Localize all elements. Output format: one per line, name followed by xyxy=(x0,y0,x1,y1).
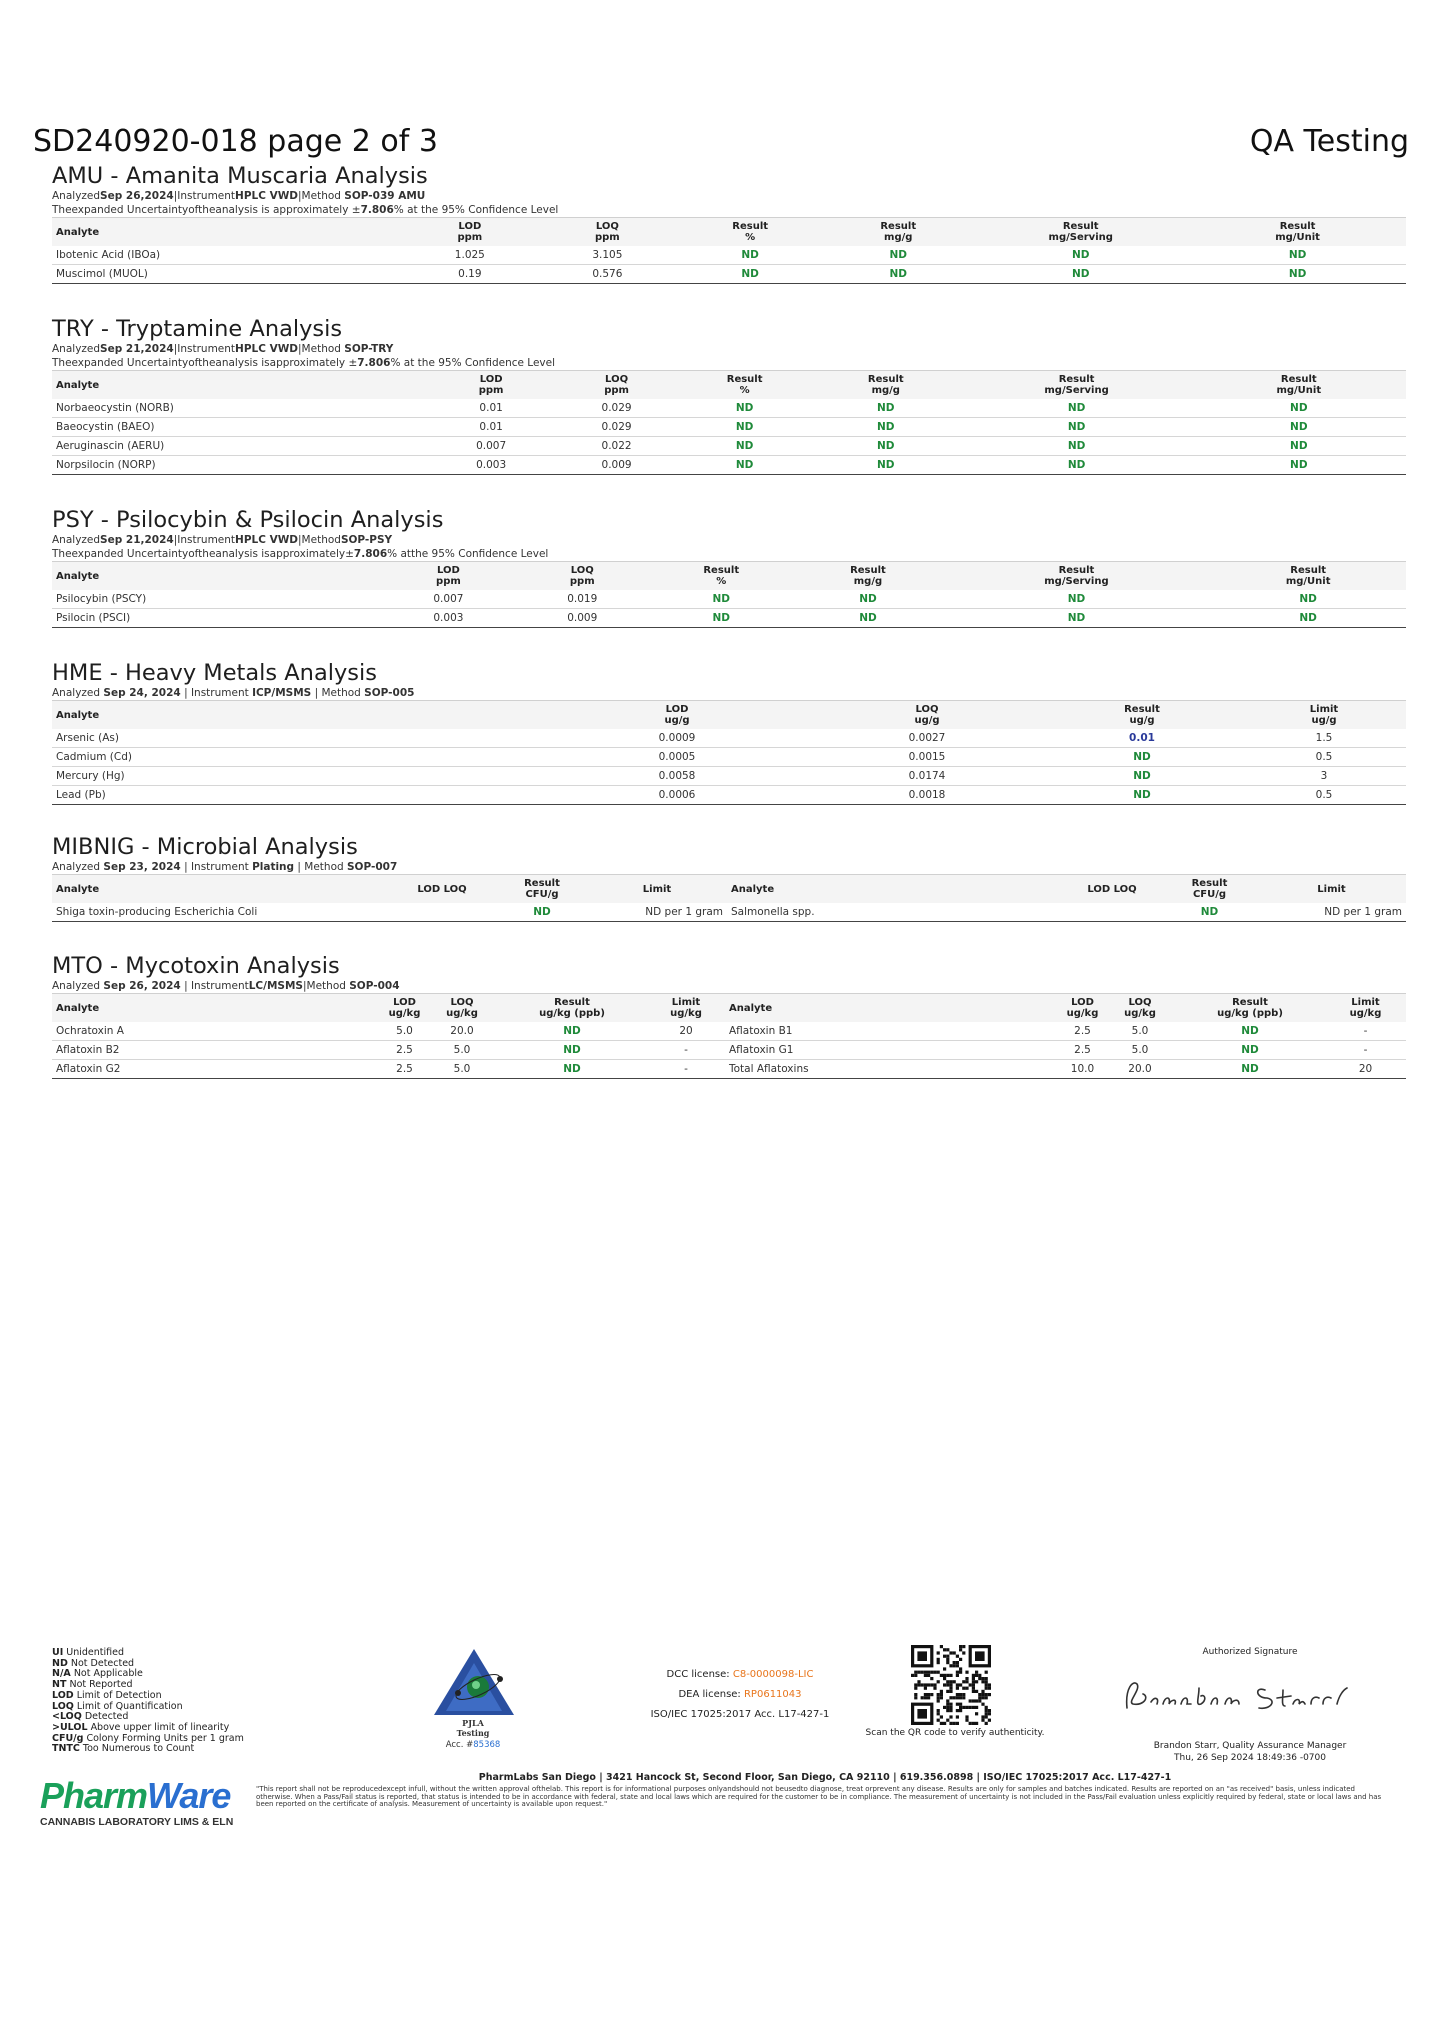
legend-item: TNTC Too Numerous to Count xyxy=(52,1743,195,1755)
table-cell: 5.0 xyxy=(1105,1041,1175,1060)
qr-code[interactable] xyxy=(911,1645,991,1725)
table-cell: ND xyxy=(793,609,942,628)
table-row xyxy=(52,246,1406,265)
legend-item: >ULOL Above upper limit of linearity xyxy=(52,1721,230,1733)
column-header: Analyte xyxy=(56,379,100,391)
table-cell: Total Aflatoxins xyxy=(725,1060,1060,1079)
table-cell: ND xyxy=(1210,590,1406,609)
table-row xyxy=(52,399,1406,418)
table-cell: Mercury (Hg) xyxy=(52,767,542,786)
table-row xyxy=(52,767,1406,786)
column-header: LOQ ppm xyxy=(569,565,595,587)
section-meta-uncertainty: Theexpanded Uncertaintyoftheanalysis is approximately ±7.806% at the 95% Confidence Level xyxy=(52,204,559,216)
column-header: Result ug/kg (ppb) xyxy=(1217,997,1283,1019)
column-header: Result mg/Unit xyxy=(1285,565,1331,587)
try-table xyxy=(52,370,1406,475)
table-cell: 10.0 xyxy=(1060,1060,1105,1079)
column-header: Analyte xyxy=(56,709,100,721)
table-cell: ND xyxy=(1192,437,1406,456)
column-header: Result mg/g xyxy=(850,565,886,587)
column-header: Limit ug/kg xyxy=(1349,997,1382,1019)
table-row xyxy=(52,748,1406,767)
column-header: Result % xyxy=(703,565,740,587)
pjla-logo xyxy=(430,1645,518,1717)
column-header: LOQ ppm xyxy=(594,221,620,243)
legend-item: CFU/g Colony Forming Units per 1 gram xyxy=(52,1732,244,1744)
column-header: Result mg/Unit xyxy=(1276,374,1322,396)
table-cell: 0.007 xyxy=(428,437,553,456)
table-cell: Ochratoxin A xyxy=(52,1022,382,1041)
column-header: Limit xyxy=(642,883,672,895)
table-cell: Lead (Pb) xyxy=(52,786,542,805)
table-cell: ND xyxy=(1162,903,1257,922)
table-cell: - xyxy=(1325,1022,1406,1041)
table-cell: 0.0009 xyxy=(542,729,812,748)
table-row xyxy=(52,437,1406,456)
psy-section xyxy=(52,507,1406,628)
column-header: LOD LOQ xyxy=(1087,883,1137,895)
column-header: LOQ ug/kg xyxy=(1124,997,1156,1019)
table-cell: 20 xyxy=(1325,1060,1406,1079)
table-row xyxy=(52,1060,1406,1079)
table-cell: 0.003 xyxy=(381,609,515,628)
table-cell: 0.19 xyxy=(401,265,539,284)
table-cell: 0.003 xyxy=(428,456,553,475)
table-cell: 0.5 xyxy=(1242,748,1406,767)
table-cell: 0.009 xyxy=(554,456,679,475)
column-header: LOD ug/kg xyxy=(1066,997,1099,1019)
table-cell: 20.0 xyxy=(427,1022,497,1041)
table-cell: ND xyxy=(497,903,587,922)
column-header: Analyte xyxy=(56,1002,100,1014)
column-header: LOD LOQ xyxy=(417,883,467,895)
column-header: Analyte xyxy=(56,226,100,238)
column-header: LOD ppm xyxy=(478,374,504,396)
table-cell: Aflatoxin B2 xyxy=(52,1041,382,1060)
table-row xyxy=(52,590,1406,609)
column-header: Result ug/kg (ppb) xyxy=(539,997,605,1019)
table-cell: 0.0015 xyxy=(812,748,1042,767)
table-cell: 1.5 xyxy=(1242,729,1406,748)
mycotoxin-table xyxy=(52,993,1406,1079)
table-cell: Muscimol (MUOL) xyxy=(52,265,401,284)
mycotoxin-section xyxy=(52,953,1406,1079)
handwritten-signature xyxy=(1115,1668,1375,1728)
table-cell: 0.576 xyxy=(539,265,677,284)
table-cell: 0.009 xyxy=(515,609,649,628)
table-cell: Psilocin (PSCI) xyxy=(52,609,381,628)
table-cell: ND per 1 gram xyxy=(1257,903,1406,922)
table-cell: ND xyxy=(679,399,810,418)
table-cell: Aflatoxin B1 xyxy=(725,1022,1060,1041)
section-meta-analyzed: AnalyzedSep 21,2024|InstrumentHPLC VWD|MethodSOP-PSY xyxy=(52,534,393,546)
qr-caption: Scan the QR code to verify authenticity. xyxy=(865,1728,1045,1738)
table-cell: ND xyxy=(1175,1060,1325,1079)
table-row xyxy=(52,1041,1406,1060)
microbial-table xyxy=(52,874,1406,922)
table-cell: ND xyxy=(810,418,962,437)
table-cell: ND xyxy=(497,1060,647,1079)
section-title: TRY - Tryptamine Analysis xyxy=(52,316,343,342)
table-cell: ND xyxy=(972,246,1189,265)
try-section xyxy=(52,316,1406,475)
table-cell: 0.01 xyxy=(428,418,553,437)
table-cell: 0.0027 xyxy=(812,729,1042,748)
table-cell: 2.5 xyxy=(1060,1041,1105,1060)
table-cell: - xyxy=(647,1041,725,1060)
table-cell xyxy=(387,903,497,922)
table-cell: 0.0005 xyxy=(542,748,812,767)
section-meta-uncertainty: Theexpanded Uncertaintyoftheanalysis isapproximately ±7.806% at the 95% Confidence Level xyxy=(52,357,556,369)
table-cell: ND xyxy=(1175,1041,1325,1060)
table-cell: ND xyxy=(962,437,1192,456)
abbreviation-legend xyxy=(52,1648,244,1755)
lab-address: PharmLabs San Diego | 3421 Hancock St, Second Floor, San Diego, CA 92110 | 619.356.0898 | ISO/IEC 17025:2017 Acc. L17-427-1 xyxy=(478,1772,1172,1783)
qa-testing-title: QA Testing xyxy=(1249,124,1409,159)
column-header: LOQ ug/g xyxy=(914,704,940,726)
section-title: HME - Heavy Metals Analysis xyxy=(52,660,377,686)
table-cell: ND xyxy=(649,590,793,609)
table-cell: ND xyxy=(649,609,793,628)
table-cell: 5.0 xyxy=(382,1022,427,1041)
section-meta-analyzed: Analyzed Sep 24, 2024 | Instrument ICP/MSMS | Method SOP-005 xyxy=(52,687,415,699)
section-meta-uncertainty: Theexpanded Uncertaintyoftheanalysis isapproximately±7.806% atthe 95% Confidence Level xyxy=(52,548,549,560)
table-cell: 3 xyxy=(1242,767,1406,786)
table-cell: ND xyxy=(497,1022,647,1041)
column-header: Result mg/g xyxy=(867,374,904,396)
table-cell: ND xyxy=(810,437,962,456)
table-cell: ND xyxy=(1210,609,1406,628)
table-cell: ND xyxy=(1192,456,1406,475)
table-cell: 0.01 xyxy=(1042,729,1242,748)
section-meta-analyzed: AnalyzedSep 21,2024|InstrumentHPLC VWD|Method SOP-TRY xyxy=(52,343,394,355)
report-id: SD240920-018 page 2 of 3 xyxy=(33,124,438,159)
table-cell: Norbaeocystin (NORB) xyxy=(52,399,428,418)
table-cell: ND xyxy=(1192,399,1406,418)
section-meta-analyzed: Analyzed Sep 26, 2024 | InstrumentLC/MSMS|Method SOP-004 xyxy=(52,980,400,992)
table-cell: 2.5 xyxy=(382,1041,427,1060)
pharmware-logo: PharmWare CANNABIS LABORATORY LIMS & ELN xyxy=(40,1775,234,1828)
section-title: MTO - Mycotoxin Analysis xyxy=(52,953,340,979)
table-cell: ND xyxy=(962,418,1192,437)
table-cell: ND xyxy=(810,456,962,475)
column-header: Result CFU/g xyxy=(1191,878,1228,900)
column-header: Analyte xyxy=(729,1002,773,1014)
table-cell: ND xyxy=(810,399,962,418)
table-row xyxy=(52,903,1406,922)
column-header: Result mg/Serving xyxy=(1048,221,1113,243)
pjla-caption: PJLA Testing Acc. #85368 xyxy=(445,1718,501,1750)
table-cell: 0.0174 xyxy=(812,767,1042,786)
table-cell: 0.007 xyxy=(381,590,515,609)
column-header: Limit xyxy=(1317,883,1346,895)
table-cell: ND xyxy=(679,456,810,475)
column-header: Result CFU/g xyxy=(524,878,560,900)
table-cell: Aeruginascin (AERU) xyxy=(52,437,428,456)
license-block: DCC license: C8-0000098-LIC DEA license: RP0611043 ISO/IEC 17025:2017 Acc. L17-427-1 xyxy=(650,1669,830,1720)
table-cell: 0.029 xyxy=(554,418,679,437)
table-cell: - xyxy=(1325,1041,1406,1060)
column-header: Result % xyxy=(732,221,769,243)
table-cell: 5.0 xyxy=(427,1041,497,1060)
table-cell: 5.0 xyxy=(1105,1022,1175,1041)
column-header: LOD ppm xyxy=(457,221,483,243)
table-row xyxy=(52,1022,1406,1041)
column-header: Result mg/Serving xyxy=(1044,565,1109,587)
table-cell: ND xyxy=(1042,786,1242,805)
table-cell: 0.022 xyxy=(554,437,679,456)
table-cell xyxy=(1062,903,1162,922)
column-header: Analyte xyxy=(731,883,775,895)
table-row xyxy=(52,609,1406,628)
table-cell: ND xyxy=(497,1041,647,1060)
table-cell: ND xyxy=(824,246,972,265)
amu-section xyxy=(52,163,1406,284)
amu-table xyxy=(52,217,1406,284)
legend-item: LOQ Limit of Quantification xyxy=(52,1700,183,1712)
table-cell: ND xyxy=(1175,1022,1325,1041)
column-header: Result ug/g xyxy=(1124,704,1160,726)
table-cell: Baeocystin (BAEO) xyxy=(52,418,428,437)
table-row xyxy=(52,265,1406,284)
column-header: LOD ug/kg xyxy=(388,997,421,1019)
column-header: Limit ug/g xyxy=(1309,704,1339,726)
column-header: Limit ug/kg xyxy=(670,997,702,1019)
column-header: Analyte xyxy=(56,883,100,895)
section-meta-analyzed: AnalyzedSep 26,2024|InstrumentHPLC VWD|Method SOP-039 AMU xyxy=(52,190,426,202)
table-row xyxy=(52,418,1406,437)
table-header-row xyxy=(52,875,1406,904)
table-cell: ND xyxy=(1189,265,1406,284)
table-row xyxy=(52,786,1406,805)
table-cell: ND xyxy=(962,399,1192,418)
table-cell: ND xyxy=(972,265,1189,284)
table-cell: 0.5 xyxy=(1242,786,1406,805)
legend-item: LOD Limit of Detection xyxy=(52,1689,162,1701)
table-cell: Salmonella spp. xyxy=(727,903,1062,922)
table-cell: 20 xyxy=(647,1022,725,1041)
table-cell: ND per 1 gram xyxy=(587,903,727,922)
table-cell: Cadmium (Cd) xyxy=(52,748,542,767)
table-cell: 3.105 xyxy=(539,246,677,265)
table-cell: ND xyxy=(1192,418,1406,437)
table-cell: - xyxy=(647,1060,725,1079)
table-cell: 0.0058 xyxy=(542,767,812,786)
table-cell: 0.01 xyxy=(428,399,553,418)
table-cell: Aflatoxin G1 xyxy=(725,1041,1060,1060)
column-header: Result mg/g xyxy=(880,221,917,243)
signature-label: Authorized Signature xyxy=(1202,1647,1298,1657)
column-header: LOD ppm xyxy=(436,565,461,587)
legend-item: N/A Not Applicable xyxy=(52,1668,143,1680)
table-cell: Ibotenic Acid (IBOa) xyxy=(52,246,401,265)
table-cell: ND xyxy=(679,437,810,456)
column-header: Result % xyxy=(726,374,763,396)
table-cell: ND xyxy=(1042,767,1242,786)
table-cell: 20.0 xyxy=(1105,1060,1175,1079)
psy-table xyxy=(52,561,1406,628)
section-meta-analyzed: Analyzed Sep 23, 2024 | Instrument Plating | Method SOP-007 xyxy=(52,861,398,873)
table-row xyxy=(52,729,1406,748)
table-cell: Aflatoxin G2 xyxy=(52,1060,382,1079)
table-cell: 0.019 xyxy=(515,590,649,609)
table-cell: 2.5 xyxy=(1060,1022,1105,1041)
column-header: LOD ug/g xyxy=(664,704,690,726)
table-cell: 0.0018 xyxy=(812,786,1042,805)
disclaimer-text: "This report shall not be reproducedexcept infull, without the written approval ofthelab. This report is for informational purposes onlyandshould not beusedto diagnose, treat orprevent any disease. Results are only for samples and batches indicated. Results are reported on an "as received" basis, unless indicated otherwise. When a Pass/Fail status is reported, that status is intended to be in accordance with federal, state and local laws which are required for the customer to be in compliance. The measurement of uncertainty is not included in the Pass/Fail evaluation unless explicitly required by federal, state or local laws and has been reported on the certificate of analysis. Measurement of uncertainty is available upon request." xyxy=(256,1785,1382,1808)
hme-section xyxy=(52,660,1406,805)
column-header: Result mg/Unit xyxy=(1275,221,1320,243)
table-cell: ND xyxy=(793,590,942,609)
table-cell: 2.5 xyxy=(382,1060,427,1079)
microbial-section xyxy=(52,834,1406,922)
table-cell: Psilocybin (PSCY) xyxy=(52,590,381,609)
hme-table xyxy=(52,700,1406,805)
legend-item: ND Not Detected xyxy=(52,1657,135,1669)
table-row xyxy=(52,456,1406,475)
table-header-row xyxy=(52,218,1406,247)
column-header: Analyte xyxy=(56,570,100,582)
pjla-accreditation-link[interactable]: 85368 xyxy=(473,1740,501,1750)
table-cell: Shiga toxin-producing Escherichia Coli xyxy=(52,903,387,922)
table-cell: Norpsilocin (NORP) xyxy=(52,456,428,475)
table-cell: ND xyxy=(943,609,1211,628)
table-cell: 0.0006 xyxy=(542,786,812,805)
table-header-row xyxy=(52,994,1406,1023)
section-title: AMU - Amanita Muscaria Analysis xyxy=(52,163,428,189)
signatory: Brandon Starr, Quality Assurance Manager Thu, 26 Sep 2024 18:49:36 -0700 xyxy=(1153,1741,1347,1763)
table-cell: 5.0 xyxy=(427,1060,497,1079)
legend-item: <LOQ Detected xyxy=(52,1711,129,1723)
table-cell: ND xyxy=(679,418,810,437)
column-header: LOQ ug/kg xyxy=(446,997,478,1019)
section-title: MIBNIG - Microbial Analysis xyxy=(52,834,358,860)
legend-item: NT Not Reported xyxy=(52,1679,133,1691)
column-header: Result mg/Serving xyxy=(1044,374,1109,396)
table-cell: ND xyxy=(676,265,824,284)
table-header-row xyxy=(52,371,1406,400)
table-header-row xyxy=(52,562,1406,591)
legend-item: UI Unidentified xyxy=(52,1647,125,1658)
table-cell: ND xyxy=(943,590,1211,609)
table-cell: Arsenic (As) xyxy=(52,729,542,748)
table-header-row xyxy=(52,701,1406,730)
table-cell: ND xyxy=(1189,246,1406,265)
column-header: LOQ ppm xyxy=(604,374,629,396)
table-cell: 1.025 xyxy=(401,246,539,265)
section-title: PSY - Psilocybin & Psilocin Analysis xyxy=(52,507,444,533)
table-cell: ND xyxy=(962,456,1192,475)
table-cell: ND xyxy=(824,265,972,284)
table-cell: ND xyxy=(676,246,824,265)
table-cell: 0.029 xyxy=(554,399,679,418)
table-cell: ND xyxy=(1042,748,1242,767)
